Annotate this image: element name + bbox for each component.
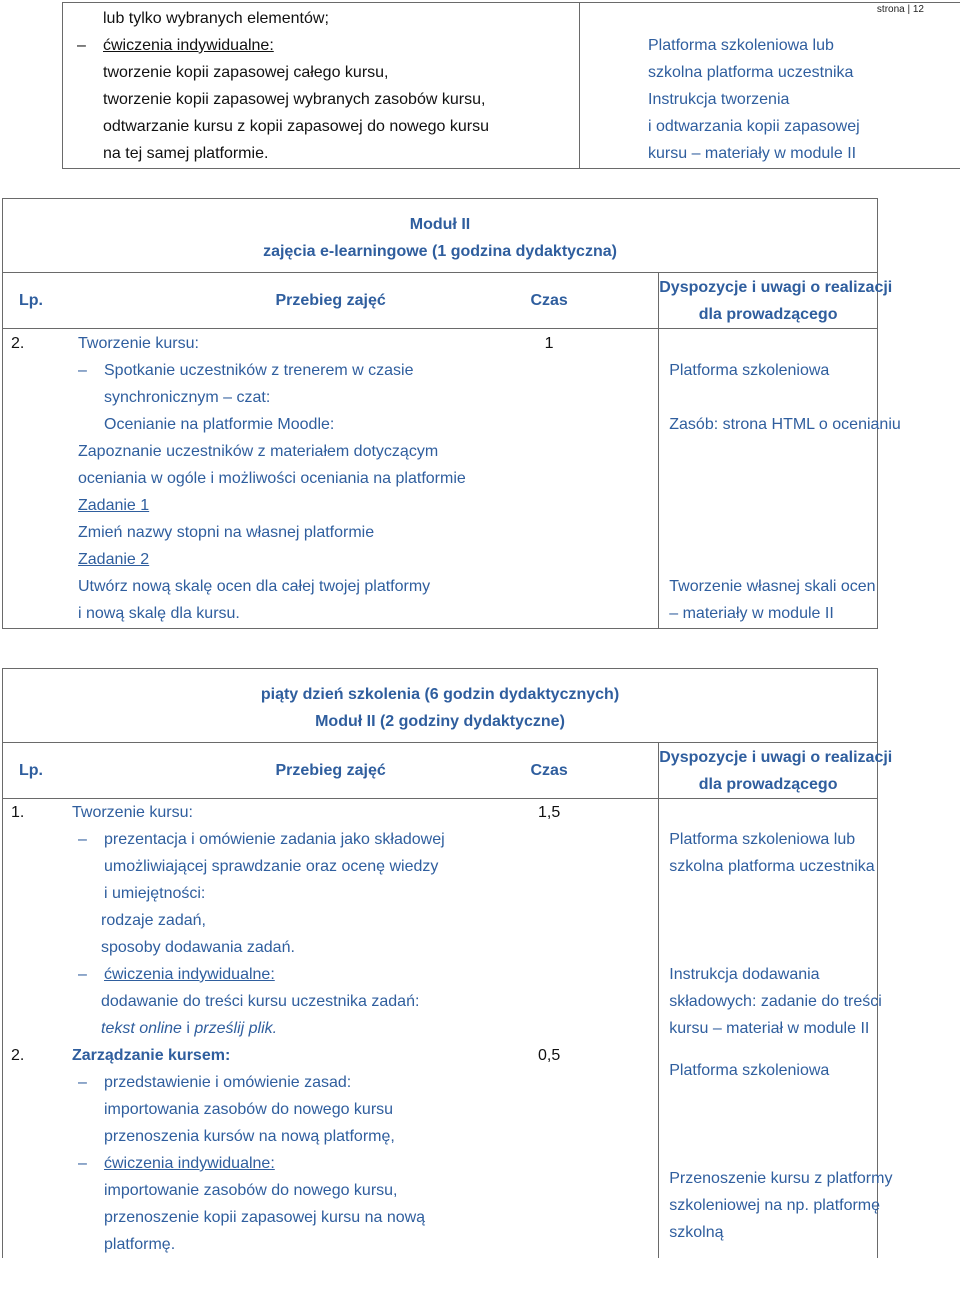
header-dyspozycje-line1: Dyspozycje i uwagi o realizacji	[659, 749, 893, 766]
table-title: Moduł II	[409, 216, 471, 233]
list-item	[77, 32, 579, 59]
dash-bullet: –	[78, 831, 87, 848]
row-czas-cell	[440, 799, 659, 1043]
text-line: Utwórz nową skalę ocen dla całej twojej platformy	[78, 578, 431, 595]
text-line: Instrukcja tworzenia	[648, 91, 790, 108]
text-line: Instrukcja dodawania	[669, 966, 820, 983]
row-notes-cell	[659, 329, 901, 629]
row-czas: 0,5	[538, 1047, 561, 1064]
text-line: Platforma szkoleniowa	[669, 362, 830, 379]
header-czas	[440, 743, 659, 799]
text-line: tworzenie kopii zapasowej całego kursu,	[103, 64, 389, 81]
text-line: sposoby dodawania zadań.	[101, 939, 295, 956]
table-subtitle: zajęcia e-learningowe (1 godzina dydaktyczna)	[263, 243, 617, 260]
header-lp-label: Lp.	[19, 762, 43, 779]
module-table-2	[2, 668, 893, 1258]
header-czas-label: Czas	[530, 292, 568, 309]
row-content-cell	[3, 329, 466, 629]
table-title-cell	[3, 669, 878, 743]
text-line: umożliwiającej sprawdzanie oraz ocenę wiedzy	[104, 858, 439, 875]
text-line: tworzenie kopii zapasowej wybranych zasobów kursu,	[103, 91, 486, 108]
row-heading: Tworzenie kursu:	[72, 804, 193, 821]
row-heading: Tworzenie kursu:	[78, 335, 199, 352]
header-lp	[3, 273, 222, 329]
text-line: platformę.	[104, 1236, 176, 1253]
header-lp	[3, 743, 222, 799]
table-row	[3, 799, 878, 1043]
table-subtitle: Moduł II (2 godziny dydaktyczne)	[315, 713, 565, 730]
header-dyspozycje-line2: dla prowadzącego	[698, 776, 838, 793]
module-table-1	[2, 198, 901, 629]
dash-bullet: –	[78, 1074, 87, 1091]
text-line: składowych: zadanie do treści	[669, 993, 882, 1010]
header-dyspozycje	[659, 743, 893, 799]
header-przebieg-label: Przebieg zajęć	[275, 762, 386, 779]
row-notes-cell	[659, 1042, 893, 1258]
text-italic: prześlij plik.	[194, 1020, 278, 1037]
header-czas	[440, 273, 659, 329]
table-row	[3, 329, 878, 629]
dash-bullet: –	[78, 1155, 87, 1172]
top-continuation-table	[62, 2, 960, 169]
text-line: szkolna platforma uczestnika	[669, 858, 875, 875]
text-line: przenoszenia kursów na nową platformę,	[104, 1128, 395, 1145]
header-lp-label: Lp.	[19, 292, 43, 309]
text-line: synchronicznym – czat:	[104, 389, 271, 406]
text-line: lub tylko wybranych elementów;	[103, 10, 329, 27]
text-italic: tekst online	[101, 1020, 182, 1037]
text-line: Ocenianie na platformie Moodle:	[104, 416, 335, 433]
text-line: na tej samej platformie.	[103, 145, 269, 162]
top-left-cell	[63, 3, 580, 169]
table-title-cell	[3, 199, 878, 273]
text-line: przenoszenie kopii zapasowej kursu na nową	[104, 1209, 426, 1226]
header-czas-label: Czas	[530, 762, 568, 779]
text-line: i umiejętności:	[104, 885, 206, 902]
text-line: kursu – materiał w module II	[669, 1020, 870, 1037]
text-line: szkoleniowej na np. platformę	[669, 1197, 881, 1214]
row-czas: 1,5	[538, 804, 561, 821]
text-line: Spotkanie uczestników z trenerem w czasie	[104, 362, 414, 379]
header-przebieg	[221, 273, 440, 329]
text-line: odtwarzanie kursu z kopii zapasowej do nowego kursu	[103, 118, 489, 135]
row-content-cell	[3, 799, 445, 1043]
dash-bullet: –	[78, 362, 87, 379]
header-dyspozycje-line2: dla prowadzącego	[698, 306, 838, 323]
text-line: Platforma szkoleniowa	[669, 1062, 830, 1079]
text-line: Zadanie 2	[78, 551, 150, 568]
row-number: 1.	[11, 804, 25, 821]
text-line: ćwiczenia indywidualne:	[103, 37, 274, 54]
text-line: Zapoznanie uczestników z materiałem dotyczącym	[78, 443, 439, 460]
row-content-cell	[3, 1042, 441, 1258]
text-line: rodzaje zadań,	[101, 912, 206, 929]
text-line: Zasób: strona HTML o ocenianiu	[669, 416, 901, 433]
header-dyspozycje	[659, 273, 893, 329]
text-line: importowania zasobów do nowego kursu	[104, 1101, 394, 1118]
table-title: piąty dzień szkolenia (6 godzin dydaktycznych)	[260, 686, 620, 703]
text-line: i odtwarzania kopii zapasowej	[648, 118, 860, 135]
row-notes-cell	[659, 799, 882, 1043]
text-connector: i	[181, 1020, 195, 1037]
page-number: strona | 12	[876, 4, 924, 15]
row-heading: Zarządzanie kursem:	[72, 1047, 231, 1064]
header-przebieg-label: Przebieg zajęć	[275, 292, 386, 309]
row-czas-cell	[440, 1042, 659, 1258]
text-line: Zmień nazwy stopni na własnej platformie	[78, 524, 375, 541]
row-czas: 1	[544, 335, 554, 352]
text-line: Tworzenie własnej skali ocen	[669, 578, 876, 595]
dash-bullet: –	[77, 37, 86, 54]
header-przebieg	[221, 743, 440, 799]
top-right-cell	[580, 3, 960, 169]
text-line: Platforma szkoleniowa lub	[648, 37, 834, 54]
text-line: Przenoszenie kursu z platformy	[669, 1170, 893, 1187]
header-dyspozycje-line1: Dyspozycje i uwagi o realizacji	[659, 279, 893, 296]
text-line: – materiały w module II	[669, 605, 834, 622]
text-line: ćwiczenia indywidualne:	[104, 1155, 275, 1172]
text-line: Zadanie 1	[78, 497, 150, 514]
row-number: 2.	[11, 335, 25, 352]
text-line: szkolną	[669, 1224, 724, 1241]
dash-bullet: –	[78, 966, 87, 983]
table-row	[3, 1042, 878, 1258]
text-line: prezentacja i omówienie zadania jako składowej	[104, 831, 445, 848]
text-line: dodawanie do treści kursu uczestnika zadań:	[101, 993, 420, 1010]
row-number: 2.	[11, 1047, 25, 1064]
text-line: Platforma szkoleniowa lub	[669, 831, 856, 848]
row-czas-cell	[440, 329, 659, 629]
text-line: szkolna platforma uczestnika	[648, 64, 854, 81]
text-line: importowanie zasobów do nowego kursu,	[104, 1182, 398, 1199]
text-line: i nową skalę dla kursu.	[78, 605, 240, 622]
text-line: ćwiczenia indywidualne:	[104, 966, 275, 983]
text-line: kursu – materiały w module II	[648, 145, 857, 162]
text-line: oceniania w ogóle i możliwości oceniania na platformie	[78, 470, 466, 487]
text-line: przedstawienie i omówienie zasad:	[104, 1074, 352, 1091]
